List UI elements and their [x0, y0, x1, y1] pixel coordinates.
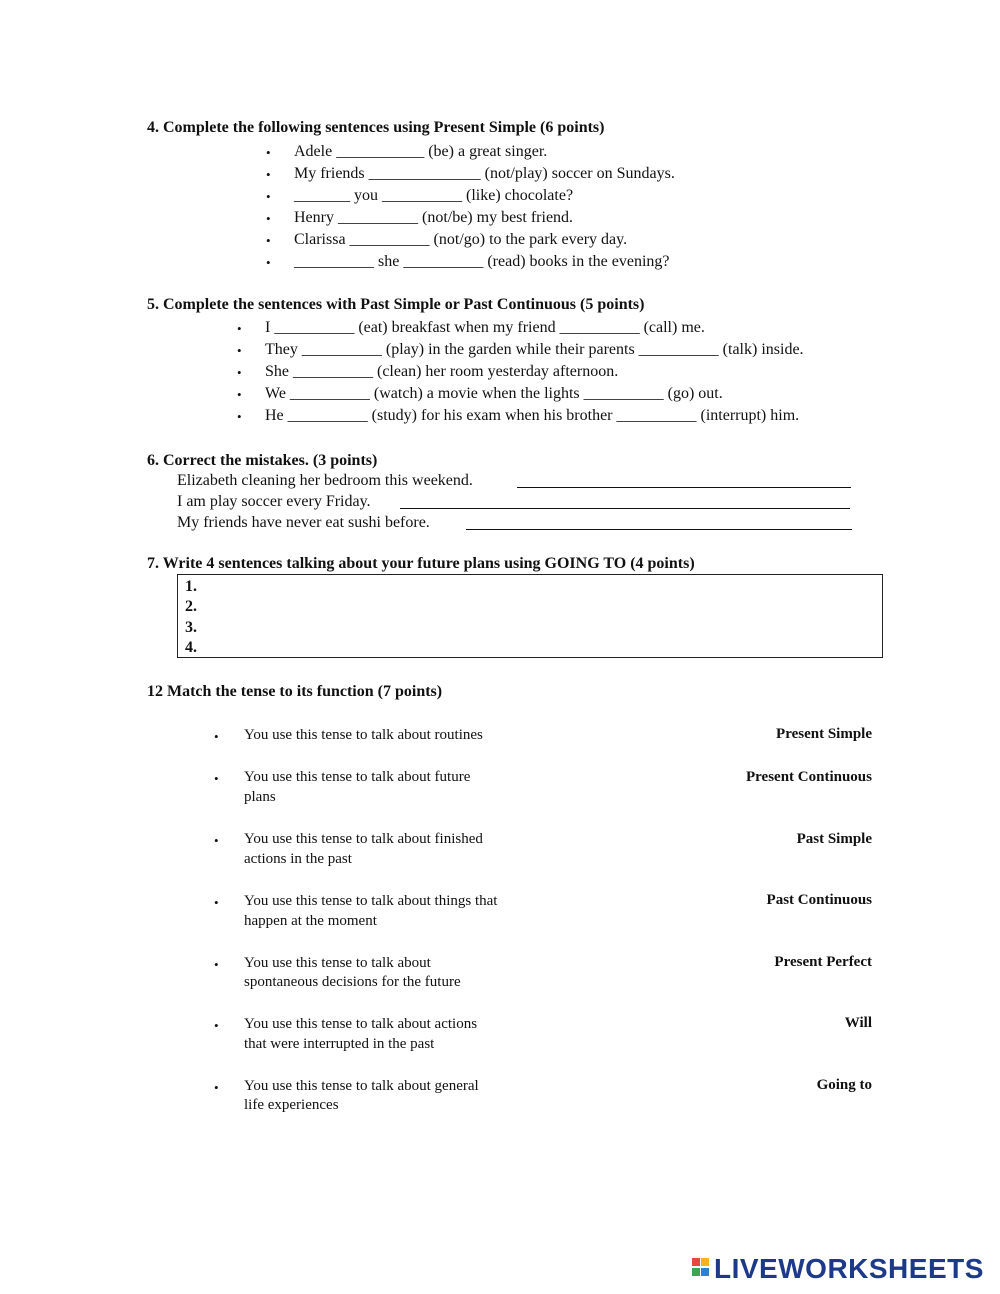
q6-answer-line-1[interactable]: [517, 487, 851, 488]
bullet: •: [266, 145, 271, 160]
q5-item-4: We __________ (watch) a movie when the lights __________ (go) out.: [265, 385, 723, 402]
tense-present-perfect[interactable]: Present Perfect: [774, 954, 872, 970]
function-4: You use this tense to talk about things that: [244, 893, 498, 909]
q4-title: 4. Complete the following sentences using Present Simple (6 points): [147, 119, 605, 136]
bullet: •: [237, 365, 242, 380]
q6-sentence-2: I am play soccer every Friday.: [177, 493, 371, 510]
q4-item-3: _______ you __________ (like) chocolate?: [294, 187, 574, 204]
logo-text: LIVEWORKSHEETS: [714, 1253, 984, 1284]
q6-answer-line-2[interactable]: [400, 508, 850, 509]
q4-item-4: Henry __________ (not/be) my best friend.: [294, 209, 574, 226]
bullet: •: [237, 409, 242, 424]
bullet: •: [214, 957, 219, 972]
q7-answer-box[interactable]: [177, 574, 883, 658]
q5-item-2: They __________ (play) in the garden while their parents __________ (talk) inside.: [265, 341, 804, 358]
bullet: •: [237, 343, 242, 358]
tense-will[interactable]: Will: [844, 1015, 872, 1031]
function-4-cont: happen at the moment: [244, 913, 377, 929]
function-5-cont: spontaneous decisions for the future: [244, 974, 461, 990]
bullet: •: [237, 387, 242, 402]
logo-mark-icon: [692, 1256, 710, 1282]
bullet: •: [266, 189, 271, 204]
q4-item-2: My friends ______________ (not/play) soccer on Sundays.: [294, 165, 675, 182]
q4-item-1: Adele ___________ (be) a great singer.: [294, 143, 548, 160]
bullet: •: [214, 833, 219, 848]
tense-past-simple[interactable]: Past Simple: [796, 831, 872, 847]
function-7-cont: life experiences: [244, 1097, 339, 1113]
bullet: •: [214, 729, 219, 744]
tense-present-continuous[interactable]: Present Continuous: [746, 769, 872, 785]
function-3-cont: actions in the past: [244, 851, 352, 867]
tense-past-continuous[interactable]: Past Continuous: [766, 892, 872, 908]
function-2-cont: plans: [244, 789, 276, 805]
q7-line-4: 4.: [185, 639, 197, 656]
function-6-cont: that were interrupted in the past: [244, 1036, 435, 1052]
function-1: You use this tense to talk about routines: [244, 727, 483, 743]
tense-present-simple[interactable]: Present Simple: [776, 726, 872, 742]
q4-item-5: Clarissa __________ (not/go) to the park every day.: [294, 231, 628, 248]
q6-sentence-1: Elizabeth cleaning her bedroom this weekend.: [177, 472, 473, 489]
q7-line-3: 3.: [185, 619, 197, 636]
bullet: •: [214, 895, 219, 910]
function-7: You use this tense to talk about general: [244, 1078, 479, 1094]
q5-title: 5. Complete the sentences with Past Simple or Past Continuous (5 points): [147, 296, 645, 313]
function-2: You use this tense to talk about future: [244, 769, 471, 785]
bullet: •: [266, 255, 271, 270]
bullet: •: [214, 1080, 219, 1095]
bullet: •: [266, 167, 271, 182]
function-6: You use this tense to talk about actions: [244, 1016, 478, 1032]
bullet: •: [266, 211, 271, 226]
function-3: You use this tense to talk about finished: [244, 831, 483, 847]
q6-title: 6. Correct the mistakes. (3 points): [147, 452, 378, 469]
q6-sentence-3: My friends have never eat sushi before.: [177, 514, 430, 531]
q4-item-6: __________ she __________ (read) books in the evening?: [294, 253, 670, 270]
function-5: You use this tense to talk about: [244, 955, 431, 971]
q6-answer-line-3[interactable]: [466, 529, 852, 530]
bullet: •: [214, 771, 219, 786]
q7-line-1: 1.: [185, 578, 197, 595]
bullet: •: [214, 1018, 219, 1033]
q12-title: 12 Match the tense to its function (7 points): [147, 683, 443, 700]
q5-item-1: I __________ (eat) breakfast when my friend __________ (call) me.: [265, 319, 705, 336]
bullet: •: [266, 233, 271, 248]
liveworksheets-logo: [692, 1254, 984, 1284]
q5-item-5: He __________ (study) for his exam when his brother __________ (interrupt) him.: [265, 407, 800, 424]
q5-item-3: She __________ (clean) her room yesterday afternoon.: [265, 363, 619, 380]
q7-line-2: 2.: [185, 598, 197, 615]
tense-going-to[interactable]: Going to: [816, 1077, 872, 1093]
bullet: •: [237, 321, 242, 336]
q7-title: 7. Write 4 sentences talking about your future plans using GOING TO (4 points): [147, 555, 695, 572]
